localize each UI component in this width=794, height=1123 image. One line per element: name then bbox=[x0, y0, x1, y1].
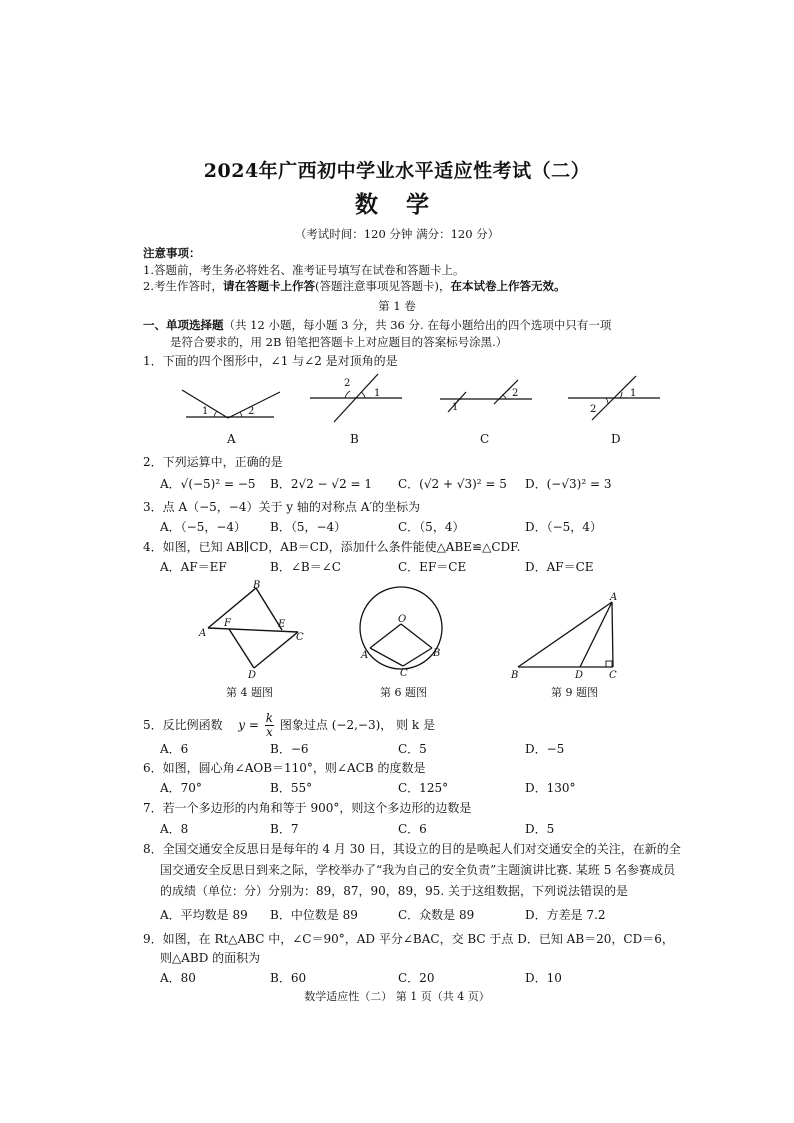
q9-option-a: A．80 bbox=[160, 971, 196, 985]
q7-option-c: C．6 bbox=[398, 822, 427, 836]
q6-option-c: C．125° bbox=[398, 781, 449, 795]
fig4-point-e: E bbox=[278, 619, 286, 630]
q2-stem: 2．下列运算中，正确的是 bbox=[143, 455, 283, 469]
q5-option-b: B．−6 bbox=[270, 742, 309, 756]
q8-option-a: A．平均数是 89 bbox=[160, 908, 248, 922]
q5-option-a: A．6 bbox=[160, 742, 189, 756]
q5-option-d: D．−5 bbox=[525, 742, 565, 756]
exam-info: （考试时间：120 分钟 满分：120 分） bbox=[294, 227, 500, 241]
fig4-point-a: A bbox=[199, 628, 207, 639]
q3-option-c: C．（5，4） bbox=[398, 520, 465, 534]
figure-6 bbox=[356, 578, 446, 678]
q1b-angle-1-label: 1 bbox=[374, 388, 381, 399]
exam-title: 2024年广西初中学业水平适应性考试（二） bbox=[203, 160, 591, 182]
q4-option-d: D．AF＝CE bbox=[525, 560, 594, 574]
q9-line-2: 则△ABD 的面积为 bbox=[160, 951, 261, 965]
q3-option-a: A．（−5，−4） bbox=[160, 520, 247, 534]
q5-fraction: $\frac{k}{x}$ bbox=[265, 711, 274, 739]
fig6-point-a: A bbox=[361, 650, 369, 661]
q5-stem: 5．反比例函数 y = $\frac{k}{x}$ 图象过点 (−2,−3)， 则 k 是 bbox=[143, 711, 435, 739]
q7-stem: 7．若一个多边形的内角和等于 900°，则这个多边形的边数是 bbox=[143, 801, 472, 815]
q8-line-2: 国交通安全反思日到来之际，学校举办了“我为自己的安全负责”主题演讲比赛. 某班 5 名参赛成员 bbox=[160, 863, 676, 877]
figure-9 bbox=[508, 592, 623, 682]
notice-item-1: 1.答题前，考生务必将姓名、准考证号填写在试卷和答题卡上。 bbox=[143, 263, 465, 277]
q8-line-3: 的成绩（单位：分）分别为：89，87，90，89，95. 关于这组数据，下列说法错误的是 bbox=[160, 884, 628, 898]
q8-line-1: 8．全国交通安全反思日是每年的 4 月 30 日，其设立的目的是唤起人们对交通安全的关注，在新的全 bbox=[143, 842, 681, 856]
q1-figure-b bbox=[306, 372, 406, 422]
q7-option-a: A．8 bbox=[160, 822, 189, 836]
q9-option-c: C．20 bbox=[398, 971, 435, 985]
volume-label: 第 1 卷 bbox=[378, 299, 416, 313]
q1d-angle-1-label: 1 bbox=[630, 388, 637, 399]
q4-option-c: C．EF＝CE bbox=[398, 560, 467, 574]
subject-title: 数 学 bbox=[354, 191, 439, 218]
fig6-caption: 第 6 题图 bbox=[380, 686, 427, 699]
section1-header: 一、单项选择题（共 12 小题，每小题 3 分，共 36 分. 在每小题给出的四个选项中只有一项 bbox=[143, 318, 612, 332]
q7-option-d: D．5 bbox=[525, 822, 555, 836]
q6-option-a: A．70° bbox=[160, 781, 202, 795]
q1c-angle-1-label: 1 bbox=[452, 402, 459, 413]
q6-option-b: B．55° bbox=[270, 781, 313, 795]
page-footer: 数学适应性（二） 第 1 页（共 4 页） bbox=[304, 990, 490, 1003]
q1a-angle-1-label: 1 bbox=[202, 406, 209, 417]
fig6-point-b: B bbox=[433, 648, 441, 659]
fig4-caption: 第 4 题图 bbox=[226, 686, 273, 699]
q2-option-c: C．(√2 + √3)² = 5 bbox=[398, 477, 507, 491]
fig6-point-o: O bbox=[398, 614, 407, 625]
q1d-angle-2-label: 2 bbox=[590, 404, 597, 415]
q6-option-d: D．130° bbox=[525, 781, 576, 795]
q3-option-d: D．（−5，4） bbox=[525, 520, 602, 534]
q1-stem: 1．下面的四个图形中，∠1 与∠2 是对顶角的是 bbox=[143, 354, 398, 368]
q1-figure-a bbox=[180, 382, 280, 422]
q8-option-c: C．众数是 89 bbox=[398, 908, 475, 922]
q1-label-c: C bbox=[480, 432, 490, 446]
q1a-angle-2-label: 2 bbox=[248, 406, 255, 417]
q1-label-d: D bbox=[611, 432, 621, 446]
fig4-point-d: D bbox=[248, 670, 257, 681]
figure-4 bbox=[198, 580, 313, 680]
fig6-point-c: C bbox=[400, 668, 408, 679]
q4-option-b: B．∠B＝∠C bbox=[270, 560, 341, 574]
q8-option-b: B．中位数是 89 bbox=[270, 908, 358, 922]
q9-line-1: 9．如图，在 Rt△ABC 中，∠C＝90°，AD 平分∠BAC，交 BC 于点 D．已知 AB＝20，CD＝6， bbox=[143, 932, 674, 946]
q1-label-b: B bbox=[350, 432, 359, 446]
q6-stem: 6．如图，圆心角∠AOB＝110°，则∠ACB 的度数是 bbox=[143, 761, 426, 775]
q7-option-b: B．7 bbox=[270, 822, 299, 836]
q8-option-d: D．方差是 7.2 bbox=[525, 908, 606, 922]
q1b-angle-2-label: 2 bbox=[344, 378, 351, 389]
q4-option-a: A．AF＝EF bbox=[160, 560, 227, 574]
q1-figure-c bbox=[436, 376, 536, 422]
fig9-caption: 第 9 题图 bbox=[551, 686, 598, 699]
q9-option-d: D．10 bbox=[525, 971, 562, 985]
fig9-point-a: A bbox=[610, 592, 618, 603]
q9-option-b: B．60 bbox=[270, 971, 307, 985]
q4-stem: 4．如图，已知 AB∥CD，AB＝CD，添加什么条件能使△ABE≌△CDF. bbox=[143, 540, 521, 554]
notice-heading: 注意事项： bbox=[143, 246, 201, 260]
q3-stem: 3．点 A（−5，−4）关于 y 轴的对称点 A′的坐标为 bbox=[143, 500, 421, 514]
fig4-point-c: C bbox=[296, 632, 304, 643]
q2-option-a: A．√(−5)² = −5 bbox=[160, 477, 256, 491]
q1-label-a: A bbox=[227, 432, 236, 446]
fig4-point-f: F bbox=[224, 618, 231, 629]
fig9-point-c: C bbox=[609, 670, 617, 681]
q1-figure-d bbox=[564, 374, 664, 422]
section1-desc-2: 是符合要求的，用 2B 铅笔把答题卡上对应题目的答案标号涂黑.） bbox=[170, 335, 508, 349]
fig9-point-d: D bbox=[575, 670, 584, 681]
notice-item-2: 2.考生作答时，请在答题卡上作答(答题注意事项见答题卡)，在本试卷上作答无效。 bbox=[143, 279, 566, 293]
q3-option-b: B．（5，−4） bbox=[270, 520, 347, 534]
fig9-point-b: B bbox=[511, 670, 519, 681]
q5-option-c: C．5 bbox=[398, 742, 427, 756]
fig4-point-b: B bbox=[253, 580, 261, 591]
q2-option-d: D．(−√3)² = 3 bbox=[525, 477, 612, 491]
q2-option-b: B．2√2 − √2 = 1 bbox=[270, 477, 373, 491]
q1c-angle-2-label: 2 bbox=[512, 388, 519, 399]
